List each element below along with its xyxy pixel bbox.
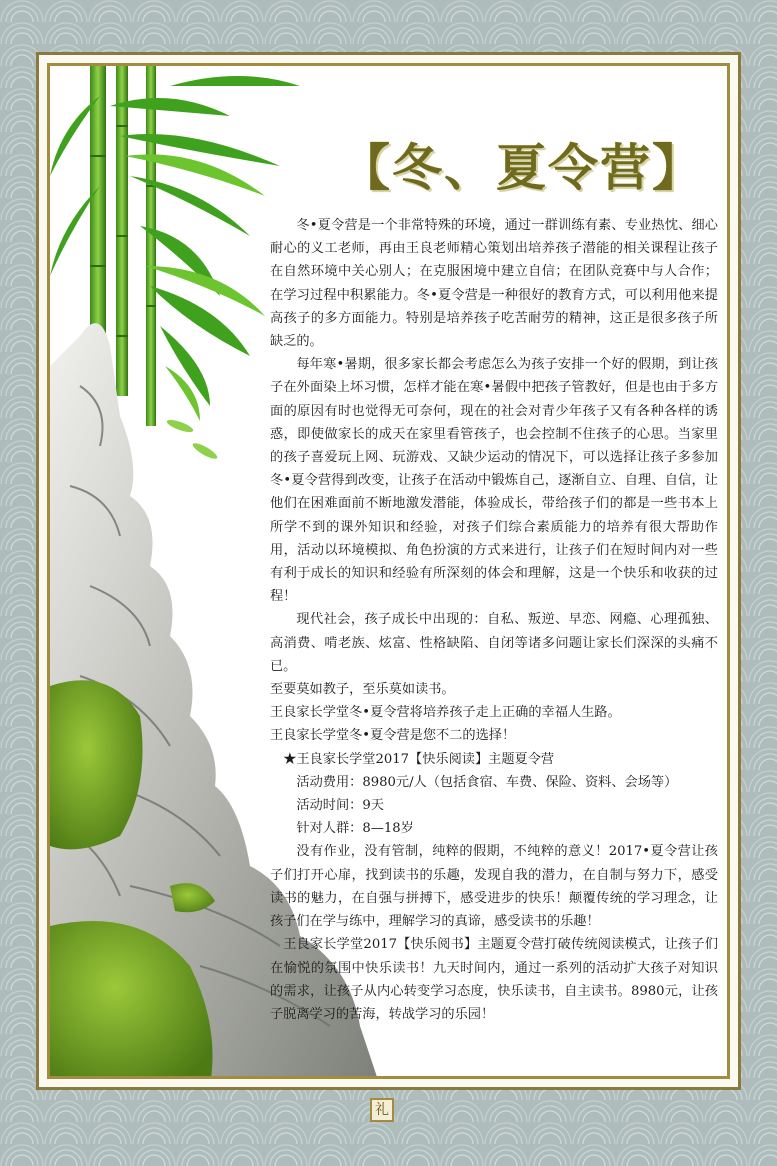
body-text	[270, 214, 718, 1026]
camp-summary: 王良家长学堂2017【快乐阅书】主题夏令营打破传统阅读模式，让孩子们在愉悦的氛围中快乐读书！九天时间内，通过一系列的活动扩大孩子对知识的需求，让孩子从内心转变学习态度，快乐读书，自主读书。8980元，让孩子脱离学习的苦海，转战学习的乐园！	[270, 937, 718, 1022]
intro-paragraph: 冬•夏令营是一个非常特殊的环境，通过一群训练有素、专业热忱、细心耐心的义工老师，再由王良老师精心策划出培养孩子潜能的相关课程让孩子在自然环境中关心别人；在克服困境中建立自信；在团队竞赛中与人合作；在学习过程中积累能力。冬•夏令营是一种很好的教育方式，可以利用他来提高孩子的多方面能力。特别是培养孩子吃苦耐劳的精神，这正是很多孩子所缺乏的。	[270, 218, 718, 350]
poster-frame	[36, 52, 741, 1090]
gift-seal-icon: 礼	[370, 1098, 394, 1122]
promise-line: 王良家长学堂冬•夏令营将培养孩子走上正确的幸福人生路。	[270, 705, 621, 721]
poster-panel	[47, 63, 730, 1079]
camp-description: 没有作业，没有管制，纯粹的假期，不纯粹的意义！2017•夏令营让孩子们打开心扉，找到读书的乐趣，发现自我的潜力，在自制与努力下，感受读书的魅力，在自强与拼搏下，感受进步的快乐！颠覆传统的学习理念，让孩子们在学与练中，理解学习的真谛，感受读书的乐趣！	[270, 844, 718, 930]
holiday-paragraph: 每年寒•暑期，很多家长都会考虑怎么为孩子安排一个好的假期，到让孩子在外面染上坏习惯，怎样才能在寒•暑假中把孩子管教好，但是也由于多方面的原因有时也觉得无可奈何，现在的社会对青少年孩子又有各种各样的诱惑，即使做家长的成天在家里看管孩子，也会控制不住孩子的心思。当家里的孩子喜爱玩上网、玩游戏、又缺少运动的情况下，可以选择让孩子多参加冬•夏令营得到改变，让孩子在活动中锻炼自己，逐渐自立、自理、自信，让他们在困难面前不断地激发潜能，体验成长，带给孩子们的都是一些书本上所学不到的课外知识和经验，对孩子们综合素质能力的培养有很大帮助作用，活动以环境模拟、角色扮演的方式来进行，让孩子们在短时间内对一些有利于成长的知识和经验有所深刻的体会和理解，这是一个快乐和收获的过程！	[270, 357, 718, 605]
choice-line: 王良家长学堂冬•夏令营是您不二的选择！	[270, 728, 516, 744]
motto-line: 至要莫如教子，至乐莫如读书。	[270, 682, 455, 698]
camp-heading: ★王良家长学堂2017【快乐阅读】主题夏令营	[283, 751, 555, 767]
camp-audience: 针对人群：8—18岁	[296, 821, 414, 837]
camp-duration: 活动时间：9天	[296, 798, 384, 814]
poster-title: 【冬、夏令营】	[340, 139, 704, 197]
problems-paragraph: 现代社会，孩子成长中出现的：自私、叛逆、早恋、网瘾、心理孤独、高消费、啃老族、炫富、性格缺陷、自闭等诸多问题让家长们深深的头痛不已。	[270, 612, 718, 674]
camp-fee: 活动费用：8980元/人（包括食宿、车费、保险、资料、会场等）	[296, 774, 678, 790]
